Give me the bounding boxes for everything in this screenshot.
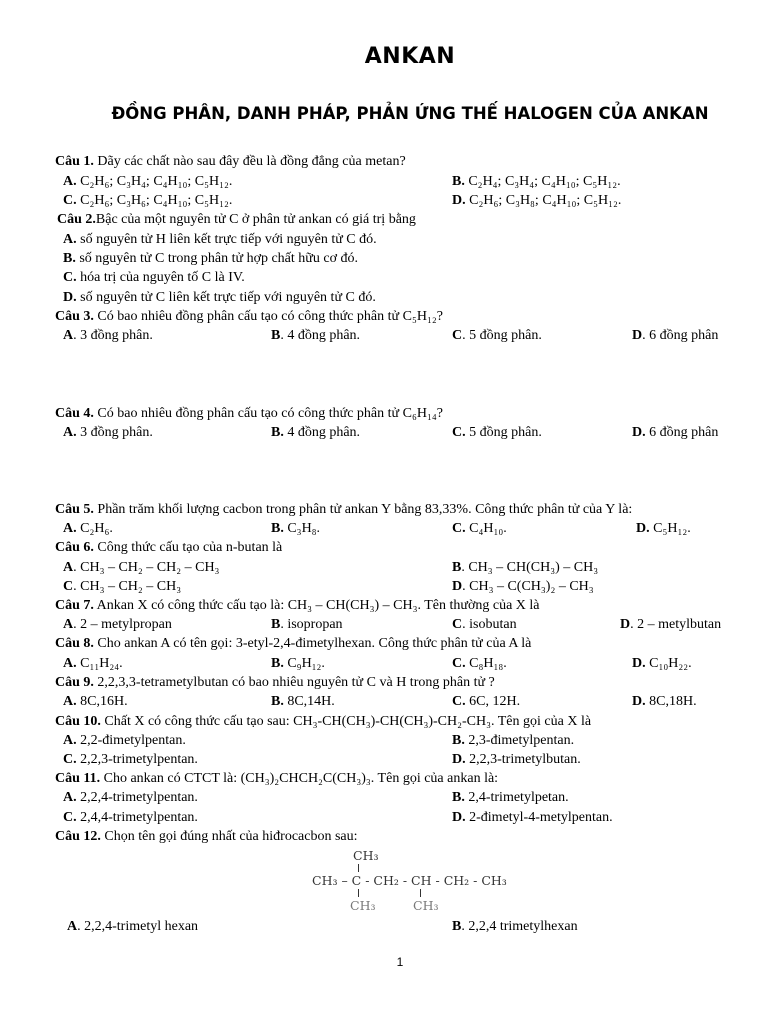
q1-option-b: B. C₂H₄; C₃H₄; C₄H₁₀; C₅H₁₂. <box>452 174 621 189</box>
q1-option-c: C. C₂H₆; C₃H₆; C₄H₁₀; C₅H₁₂. <box>63 193 233 208</box>
q5-option-b: B. C₃H₈. <box>271 521 321 536</box>
q8-option-a: A. C₁₁H₂₄. <box>63 656 123 671</box>
q7-option-c: C. isobutan <box>452 617 517 632</box>
q11-option-b: B. 2,4-trimetylpetan. <box>452 790 569 805</box>
formula-bond-bottom-left <box>358 889 359 897</box>
q6-option-d: D. CH₃ – C(CH₃)₂ – CH₃ <box>452 579 594 594</box>
q3-option-a: A. 3 đồng phân. <box>63 328 153 343</box>
q11-option-a: A. 2,2,4-trimetylpentan. <box>63 790 198 805</box>
question-7: Câu 7. Ankan X có công thức cấu tạo là: CH₃ – CH(CH₃) – CH₃. Tên thường của X là <box>55 598 540 613</box>
q4-option-c: C. 5 đồng phân. <box>452 425 542 440</box>
q2-option-d: D. số nguyên tử C liên kết trực tiếp với nguyên tử C đó. <box>63 290 376 305</box>
q10-option-c: C. 2,2,3-trimetylpentan. <box>63 752 198 767</box>
q7-option-b: B. isopropan <box>271 617 343 632</box>
question-4: Câu 4. Có bao nhiêu đồng phân cấu tạo có công thức phân tử C₆H₁₄? <box>55 406 443 421</box>
q7-option-a: A. 2 – metylpropan <box>63 617 172 632</box>
q5-option-c: C. C₄H₁₀. <box>452 521 507 536</box>
question-8: Câu 8. Cho ankan A có tên gọi: 3-etyl-2,4-đimetylhexan. Công thức phân tử của A là <box>55 636 532 651</box>
q10-option-a: A. 2,2-đimetylpentan. <box>63 733 186 748</box>
q1-option-a: A. C₂H₆; C₃H₄; C₄H₁₀; C₅H₁₂. <box>63 174 233 189</box>
question-2: Câu 2.Bậc của một nguyên tử C ở phân tử ankan có giá trị bằng <box>57 212 416 227</box>
page-title: ANKAN <box>364 44 456 69</box>
q2-option-c: C. hóa trị của nguyên tố C là IV. <box>63 270 245 285</box>
formula-bond-bottom-right <box>420 889 421 897</box>
formula-bottom-right-group: CH₃ <box>413 898 439 913</box>
question-5: Câu 5. Phần trăm khối lượng cacbon trong phân tử ankan Y bằng 83,33%. Công thức phân tử của Y là: <box>55 502 633 517</box>
q5-option-a: A. C₂H₆. <box>63 521 113 536</box>
q6-option-b: B. CH₃ – CH(CH₃) – CH₃ <box>452 560 599 575</box>
q5-option-d: D. C₅H₁₂. <box>636 521 691 536</box>
question-11: Câu 11. Cho ankan có CTCT là: (CH₃)₂CHCH₂C(CH₃)₃. Tên gọi của ankan là: <box>55 771 499 786</box>
page-number: 1 <box>396 955 404 969</box>
q4-option-a: A. 3 đồng phân. <box>63 425 153 440</box>
formula-main-chain: CH₃ – C - CH₂ - CH - CH₂ - CH₃ <box>312 873 507 888</box>
q3-option-b: B. 4 đồng phân. <box>271 328 361 343</box>
formula-bond-top <box>358 864 359 872</box>
q11-option-c: C. 2,4,4-trimetylpentan. <box>63 810 198 825</box>
q9-option-a: A. 8C,16H. <box>63 694 128 709</box>
question-10: Câu 10. Chất X có công thức cấu tạo sau: CH₃-CH(CH₃)-CH(CH₃)-CH₂-CH₃. Tên gọi của X là <box>55 714 592 729</box>
formula-bottom-left-group: CH₃ <box>350 898 376 913</box>
structural-formula <box>312 846 542 918</box>
q8-option-c: C. C₈H₁₈. <box>452 656 507 671</box>
q6-option-c: C. CH₃ – CH₂ – CH₃ <box>63 579 182 594</box>
q2-option-a: A. số nguyên tử H liên kết trực tiếp với nguyên tử C đó. <box>63 232 377 247</box>
q12-option-a: A. 2,2,4-trimetyl hexan <box>67 919 199 934</box>
question-9: Câu 9. 2,2,3,3-tetrametylbutan có bao nhiêu nguyên tử C và H trong phân tử ? <box>55 675 495 690</box>
q8-option-b: B. C₉H₁₂. <box>271 656 325 671</box>
q12-option-b: B. 2,2,4 trimetylhexan <box>452 919 578 934</box>
page-subtitle: ĐỒNG PHÂN, DANH PHÁP, PHẢN ỨNG THẾ HALOGEN CỦA ANKAN <box>111 104 709 123</box>
question-6: Câu 6. Công thức cấu tạo của n-butan là <box>55 540 283 555</box>
q4-option-b: B. 4 đồng phân. <box>271 425 361 440</box>
q10-option-d: D. 2,2,3-trimetylbutan. <box>452 752 581 767</box>
q3-option-d: D. 6 đồng phân <box>632 328 719 343</box>
q3-option-c: C. 5 đồng phân. <box>452 328 542 343</box>
q11-option-d: D. 2-đimetyl-4-metylpentan. <box>452 810 613 825</box>
q9-option-d: D. 8C,18H. <box>632 694 697 709</box>
q4-option-d: D. 6 đồng phân <box>632 425 719 440</box>
q8-option-d: D. C₁₀H₂₂. <box>632 656 692 671</box>
q6-option-a: A. CH₃ – CH₂ – CH₂ – CH₃ <box>63 560 220 575</box>
q9-option-b: B. 8C,14H. <box>271 694 335 709</box>
formula-top-group: CH₃ <box>353 848 379 863</box>
q10-option-b: B. 2,3-đimetylpentan. <box>452 733 575 748</box>
q2-option-b: B. số nguyên tử C trong phân tử hợp chất hữu cơ đó. <box>63 251 358 266</box>
question-12: Câu 12. Chọn tên gọi đúng nhất của hiđrocacbon sau: <box>55 829 358 844</box>
question-1: Câu 1. Dãy các chất nào sau đây đều là đồng đẳng của metan? <box>55 154 406 169</box>
question-3: Câu 3. Có bao nhiêu đồng phân cấu tạo có công thức phân tử C₅H₁₂? <box>55 309 443 324</box>
q1-option-d: D. C₂H₆; C₃H₈; C₄H₁₀; C₅H₁₂. <box>452 193 622 208</box>
q7-option-d: D. 2 – metylbutan <box>620 617 722 632</box>
q9-option-c: C. 6C, 12H. <box>452 694 521 709</box>
